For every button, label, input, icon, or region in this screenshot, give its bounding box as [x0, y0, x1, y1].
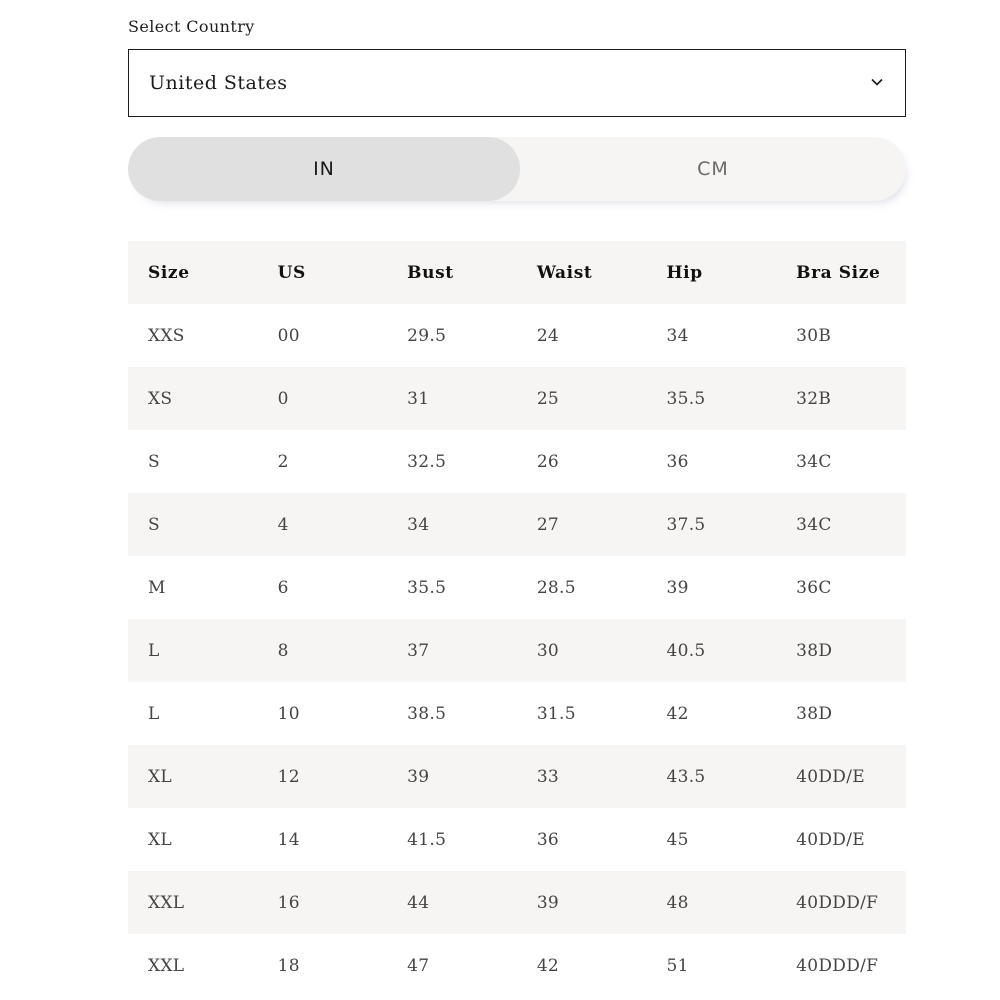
cell-bra-size: 38D: [796, 640, 833, 661]
cell-bra-size: 34C: [796, 514, 832, 535]
cell-size: M: [148, 577, 166, 598]
unit-toggle: [128, 137, 906, 201]
cell-bust: 41.5: [407, 829, 447, 850]
cell-bust: 35.5: [407, 577, 447, 598]
cell-bust: 37: [407, 640, 430, 661]
cell-waist: 31.5: [536, 703, 576, 724]
cell-us: 0: [277, 388, 289, 409]
cell-us: 4: [277, 514, 289, 535]
cell-bra-size: 32B: [796, 388, 832, 409]
cell-hip: 36: [666, 451, 689, 472]
cell-hip: 40.5: [666, 640, 706, 661]
column-header-us: US: [277, 262, 306, 283]
column-header-bra-size: Bra Size: [796, 262, 881, 283]
cell-bust: 29.5: [407, 325, 447, 346]
cell-hip: 42: [666, 703, 689, 724]
cell-size: XS: [148, 388, 173, 409]
cell-size: L: [148, 703, 160, 724]
column-header-size: Size: [148, 262, 190, 283]
cell-waist: 30: [536, 640, 560, 661]
cell-size: XXL: [148, 892, 185, 913]
table-row: [128, 493, 906, 556]
cell-bust: 44: [407, 892, 430, 913]
table-row: [128, 430, 906, 493]
cell-us: 12: [277, 766, 300, 787]
cell-size: S: [148, 514, 160, 535]
cell-us: 2: [277, 451, 289, 472]
cell-bra-size: 38D: [796, 703, 833, 724]
cell-us: 14: [277, 829, 300, 850]
table-row: [128, 682, 906, 745]
cell-waist: 39: [536, 892, 560, 913]
cell-waist: 25: [536, 388, 560, 409]
cell-us: 00: [277, 325, 300, 346]
table-row: [128, 745, 906, 808]
unit-option-in[interactable]: IN: [128, 137, 520, 201]
cell-hip: 51: [666, 955, 689, 976]
cell-bust: 34: [407, 514, 430, 535]
column-header-waist: Waist: [536, 262, 593, 283]
table-row: [128, 619, 906, 682]
cell-bra-size: 40DDD/F: [796, 892, 879, 913]
table-row: [128, 556, 906, 619]
cell-hip: 39: [666, 577, 689, 598]
size-chart-table: [128, 241, 906, 997]
cell-waist: 27: [536, 514, 560, 535]
cell-us: 16: [277, 892, 300, 913]
column-header-bust: Bust: [407, 262, 454, 283]
table-row: [128, 304, 906, 367]
table-row: [128, 871, 906, 934]
cell-us: 18: [277, 955, 300, 976]
unit-option-cm[interactable]: CM: [697, 158, 729, 180]
cell-waist: 26: [536, 451, 560, 472]
column-header-hip: Hip: [666, 262, 703, 283]
cell-hip: 34: [666, 325, 689, 346]
cell-hip: 48: [666, 892, 689, 913]
cell-hip: 35.5: [666, 388, 706, 409]
table-row: [128, 367, 906, 430]
chevron-down-icon: [869, 74, 885, 90]
cell-waist: 42: [536, 955, 560, 976]
cell-bust: 31: [407, 388, 430, 409]
country-select[interactable]: [128, 49, 906, 117]
cell-waist: 24: [536, 325, 560, 346]
table-row: [128, 934, 906, 997]
cell-hip: 43.5: [666, 766, 706, 787]
cell-bra-size: 34C: [796, 451, 832, 472]
cell-waist: 36: [536, 829, 560, 850]
cell-bust: 39: [407, 766, 430, 787]
cell-bust: 32.5: [407, 451, 447, 472]
cell-us: 8: [277, 640, 289, 661]
cell-bra-size: 40DDD/F: [796, 955, 879, 976]
cell-waist: 28.5: [536, 577, 576, 598]
cell-bust: 38.5: [407, 703, 447, 724]
cell-us: 6: [277, 577, 289, 598]
cell-size: S: [148, 451, 160, 472]
cell-bra-size: 36C: [796, 577, 832, 598]
cell-size: XXS: [148, 325, 185, 346]
cell-bra-size: 40DD/E: [796, 766, 865, 787]
cell-size: XL: [148, 766, 172, 787]
cell-bust: 47: [407, 955, 430, 976]
country-select-label: Select Country: [128, 17, 255, 36]
cell-hip: 45: [666, 829, 689, 850]
cell-us: 10: [277, 703, 300, 724]
table-header-row: [128, 241, 906, 304]
cell-size: XL: [148, 829, 172, 850]
cell-bra-size: 40DD/E: [796, 829, 865, 850]
cell-waist: 33: [536, 766, 560, 787]
table-row: [128, 808, 906, 871]
cell-size: XXL: [148, 955, 185, 976]
cell-size: L: [148, 640, 160, 661]
country-select-value: United States: [149, 72, 288, 94]
cell-bra-size: 30B: [796, 325, 832, 346]
cell-hip: 37.5: [666, 514, 706, 535]
